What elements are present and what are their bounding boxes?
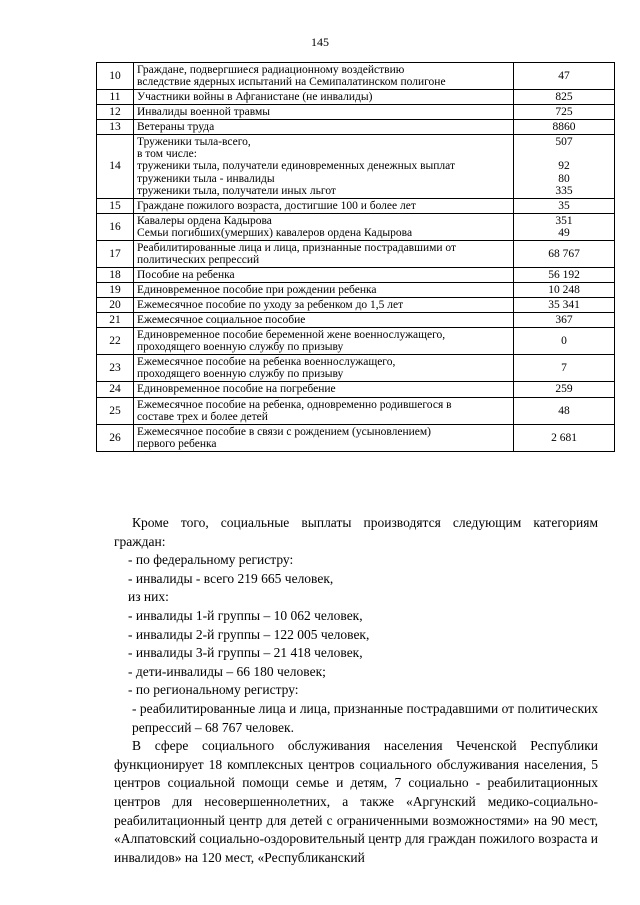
table-row xyxy=(97,397,615,424)
category-cell xyxy=(134,63,514,90)
rehabilitated-persons: - реабилитированные лица и лица, признанные пострадавшими от политических репрессий – 68 767 человек. xyxy=(132,700,598,735)
value-cell xyxy=(514,90,615,105)
value-line: 507 xyxy=(555,136,573,149)
category-line: Единовременное пособие при рождении ребенка xyxy=(137,284,377,296)
row-number: 20 xyxy=(97,298,134,313)
category-line: проходящего военную службу по призыву xyxy=(137,341,344,354)
value-cell xyxy=(514,424,615,451)
table-row xyxy=(97,198,615,213)
value-cell xyxy=(514,135,615,198)
table-row xyxy=(97,424,615,451)
intro-paragraph: Кроме того, социальные выплаты производятся следующим категориям граждан: xyxy=(114,515,598,549)
invalids-group-3: - инвалиды 3-й группы – 21 418 человек, xyxy=(128,645,363,661)
row-number: 10 xyxy=(97,63,134,90)
row-number: 12 xyxy=(97,105,134,120)
value-line: 367 xyxy=(555,314,573,327)
benefits-table xyxy=(96,62,615,452)
row-number: 15 xyxy=(97,198,134,213)
table-row xyxy=(97,298,615,313)
value-line: 825 xyxy=(555,91,573,104)
category-line: первого ребенка xyxy=(137,437,217,450)
value-line: 56 192 xyxy=(548,268,580,281)
value-line: 68 767 xyxy=(548,247,580,260)
value-line: 351 xyxy=(555,214,573,227)
category-line: Граждане пожилого возраста, достигшие 100 и более лет xyxy=(137,199,416,212)
invalids-group-2: - инвалиды 2-й группы – 122 005 человек, xyxy=(128,626,370,642)
category-cell xyxy=(134,135,514,198)
row-number: 11 xyxy=(97,90,134,105)
table-row xyxy=(97,382,615,397)
row-number: 23 xyxy=(97,355,134,382)
category-line: труженики тыла, получатели иных льгот xyxy=(137,184,336,197)
table-row xyxy=(97,90,615,105)
category-line: Реабилитированные лица и лица, признанные пострадавшими от xyxy=(137,241,457,254)
value-line: 10 248 xyxy=(548,284,580,296)
value-line: 335 xyxy=(555,184,573,197)
category-line: вследствие ядерных испытаний на Семипалатинском полигоне xyxy=(137,76,446,89)
category-cell xyxy=(134,424,514,451)
category-line: Единовременное пособие на погребение xyxy=(137,383,336,396)
category-cell xyxy=(134,105,514,120)
category-line: составе трех и более детей xyxy=(137,410,268,423)
category-cell xyxy=(134,213,514,240)
category-cell xyxy=(134,355,514,382)
value-cell xyxy=(514,105,615,120)
table-row xyxy=(97,328,615,355)
of-them-label: из них: xyxy=(128,589,169,605)
value-cell xyxy=(514,397,615,424)
row-number: 18 xyxy=(97,267,134,282)
value-cell xyxy=(514,213,615,240)
category-line: политических репрессий xyxy=(137,253,260,266)
row-number: 17 xyxy=(97,240,134,267)
category-line: в том числе: xyxy=(137,148,197,161)
value-line: 8860 xyxy=(552,121,576,134)
value-line: 35 341 xyxy=(548,299,580,312)
category-cell xyxy=(134,90,514,105)
value-cell xyxy=(514,240,615,267)
federal-register-label: - по федеральному регистру: xyxy=(128,552,294,568)
row-number: 26 xyxy=(97,424,134,451)
body-text xyxy=(114,514,598,867)
value-line: 92 xyxy=(558,160,570,173)
value-line: 47 xyxy=(558,70,570,83)
value-cell xyxy=(514,355,615,382)
invalids-group-1: - инвалиды 1-й группы – 10 062 человек, xyxy=(128,607,363,623)
value-line: 35 xyxy=(558,199,570,212)
value-cell xyxy=(514,313,615,328)
value-cell xyxy=(514,382,615,397)
value-line: 2 681 xyxy=(551,431,577,444)
value-cell xyxy=(514,198,615,213)
category-line: Инвалиды военной травмы xyxy=(137,106,270,119)
category-line: Граждане, подвергшиеся радиационному воздействию xyxy=(137,64,405,76)
category-cell xyxy=(134,283,514,298)
value-line: 0 xyxy=(561,335,567,348)
value-line xyxy=(517,148,611,160)
table-row xyxy=(97,240,615,267)
category-cell xyxy=(134,313,514,328)
value-line: 48 xyxy=(558,404,570,417)
category-cell xyxy=(134,120,514,135)
row-number: 19 xyxy=(97,283,134,298)
category-cell xyxy=(134,382,514,397)
category-line: Семьи погибших(умерших) кавалеров ордена Кадырова xyxy=(137,226,413,239)
category-line: труженики тыла - инвалиды xyxy=(137,172,275,185)
category-line: Ветераны труда xyxy=(137,121,215,134)
value-cell xyxy=(514,267,615,282)
value-line: 725 xyxy=(555,106,573,119)
value-cell xyxy=(514,63,615,90)
category-cell xyxy=(134,198,514,213)
category-line: Труженики тыла-всего, xyxy=(137,136,251,149)
category-line: Ежемесячное пособие на ребенка военнослужащего, xyxy=(137,356,396,369)
table-row xyxy=(97,355,615,382)
category-line: труженики тыла, получатели единовременных денежных выплат xyxy=(137,160,455,173)
category-line: Ежемесячное пособие в связи с рождением (усыновлением) xyxy=(137,425,431,438)
value-line: 259 xyxy=(555,383,573,396)
table-row xyxy=(97,313,615,328)
table-row xyxy=(97,283,615,298)
category-line: Участники войны в Афганистане (не инвалиды) xyxy=(137,91,373,104)
category-line: Ежемесячное пособие на ребенка, одновременно родившегося в xyxy=(137,398,452,411)
benefits-table-body xyxy=(97,63,615,452)
category-line: Единовременное пособие беременной жене военнослужащего, xyxy=(137,329,446,342)
category-line: Ежемесячное пособие по уходу за ребенком до 1,5 лет xyxy=(137,299,404,312)
value-cell xyxy=(514,120,615,135)
social-services-paragraph: В сфере социального обслуживания населения Чеченской Республики функционирует 18 комплексных центров социального обслуживания населения, 5 центров социальной помощи семье и детям, 7 социально - реабилитационных центров для несовершеннолетних, а также «Аргунский медико-социально-реабилитационный центр для детей с ограниченными возможностями» на 90 мест, «Алпатовский социально-оздоровительный центр для граждан пожилого возраста и инвалидов» на 120 мест, «Республиканский xyxy=(114,738,598,865)
row-number: 16 xyxy=(97,213,134,240)
table-row xyxy=(97,105,615,120)
invalids-total: - инвалиды - всего 219 665 человек, xyxy=(128,570,334,586)
row-number: 21 xyxy=(97,313,134,328)
value-cell xyxy=(514,328,615,355)
category-line: проходящего военную службу по призыву xyxy=(137,368,344,381)
value-line: 49 xyxy=(558,226,570,239)
category-cell xyxy=(134,240,514,267)
value-cell xyxy=(514,283,615,298)
category-line: Пособие на ребенка xyxy=(137,268,235,281)
value-cell xyxy=(514,298,615,313)
category-line: Ежемесячное социальное пособие xyxy=(137,314,306,327)
category-cell xyxy=(134,397,514,424)
row-number: 14 xyxy=(97,135,134,198)
category-cell xyxy=(134,298,514,313)
table-row xyxy=(97,213,615,240)
table-row xyxy=(97,135,615,198)
row-number: 22 xyxy=(97,328,134,355)
category-cell xyxy=(134,328,514,355)
regional-register-label: - по региональному регистру: xyxy=(128,682,299,698)
row-number: 24 xyxy=(97,382,134,397)
value-line: 80 xyxy=(558,172,570,185)
category-cell xyxy=(134,267,514,282)
table-row xyxy=(97,120,615,135)
children-invalids: - дети-инвалиды – 66 180 человек; xyxy=(128,663,326,679)
value-line: 7 xyxy=(561,362,567,375)
row-number: 13 xyxy=(97,120,134,135)
table-row xyxy=(97,267,615,282)
category-line: Кавалеры ордена Кадырова xyxy=(137,214,272,227)
row-number: 25 xyxy=(97,397,134,424)
page-number: 145 xyxy=(311,35,329,49)
table-row xyxy=(97,63,615,90)
